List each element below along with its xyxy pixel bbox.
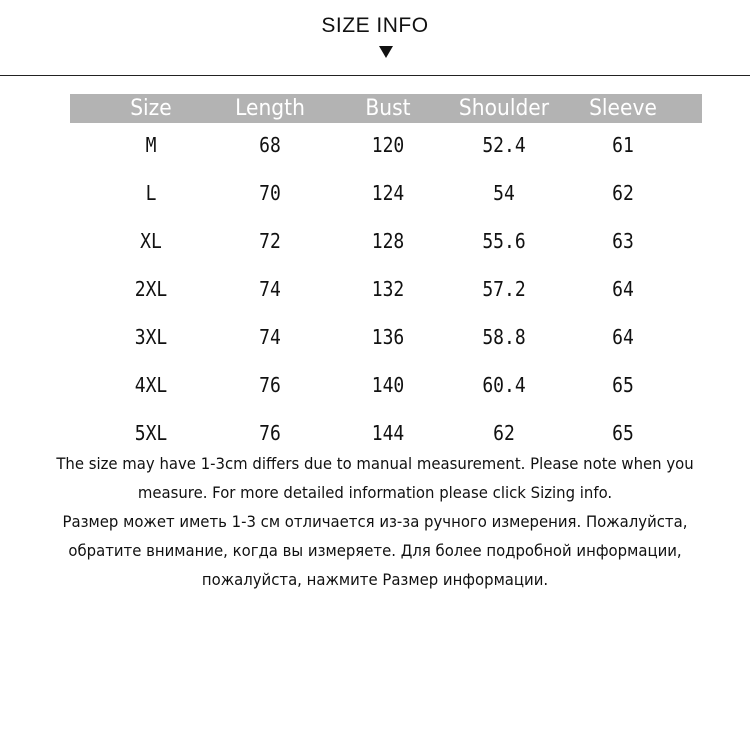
cell-length: 68 (259, 133, 281, 157)
column-header-bust: Bust (365, 96, 411, 121)
cell-size: 4XL (134, 373, 168, 397)
table-row (70, 133, 702, 181)
cell-length: 76 (259, 373, 281, 397)
cell-shoulder: 54 (493, 181, 515, 205)
divider (0, 75, 750, 76)
cell-length: 72 (259, 229, 281, 253)
table-row (70, 277, 702, 325)
table-row (70, 181, 702, 229)
cell-shoulder: 58.8 (482, 325, 526, 349)
table-row (70, 373, 702, 421)
cell-sleeve: 65 (612, 373, 634, 397)
note-russian: Размер может иметь 1-3 см отличается из-за ручного измерения. Пожалуйста, обратите внимание, когда вы измеряете. Для более подробной информации, пожалуйста, нажмите Размер информации. (62, 512, 688, 589)
cell-length: 70 (259, 181, 281, 205)
cell-length: 74 (259, 325, 281, 349)
cell-shoulder: 62 (493, 421, 515, 445)
cell-length: 74 (259, 277, 281, 301)
cell-bust: 128 (371, 229, 405, 253)
down-triangle-icon (379, 46, 393, 58)
cell-sleeve: 63 (612, 229, 634, 253)
cell-sleeve: 61 (612, 133, 634, 157)
cell-size: M (145, 133, 157, 157)
column-header-sleeve: Sleeve (589, 96, 657, 121)
cell-size: 2XL (134, 277, 168, 301)
cell-bust: 140 (371, 373, 405, 397)
cell-size: 5XL (134, 421, 168, 445)
cell-sleeve: 65 (612, 421, 634, 445)
cell-length: 76 (259, 421, 281, 445)
cell-shoulder: 60.4 (482, 373, 526, 397)
measurement-notes (45, 449, 705, 594)
cell-size: L (145, 181, 157, 205)
cell-shoulder: 57.2 (482, 277, 526, 301)
cell-size: 3XL (134, 325, 168, 349)
cell-sleeve: 64 (612, 277, 634, 301)
column-header-length: Length (235, 96, 305, 121)
cell-bust: 136 (371, 325, 405, 349)
cell-size: XL (140, 229, 162, 253)
size-table (70, 94, 702, 499)
table-body (70, 93, 702, 469)
table-row (70, 229, 702, 277)
cell-bust: 132 (371, 277, 405, 301)
cell-bust: 144 (371, 421, 405, 445)
cell-sleeve: 62 (612, 181, 634, 205)
note-english: The size may have 1-3cm differs due to manual measurement. Please note when you measure. For more detailed information please click Sizing info. (56, 454, 694, 502)
cell-sleeve: 64 (612, 325, 634, 349)
column-header-size: Size (130, 96, 172, 121)
column-header-shoulder: Shoulder (458, 96, 550, 121)
cell-bust: 120 (371, 133, 405, 157)
cell-shoulder: 55.6 (482, 229, 526, 253)
cell-bust: 124 (371, 181, 405, 205)
table-row (70, 325, 702, 373)
cell-shoulder: 52.4 (482, 133, 526, 157)
page-title: SIZE INFO (321, 14, 429, 37)
